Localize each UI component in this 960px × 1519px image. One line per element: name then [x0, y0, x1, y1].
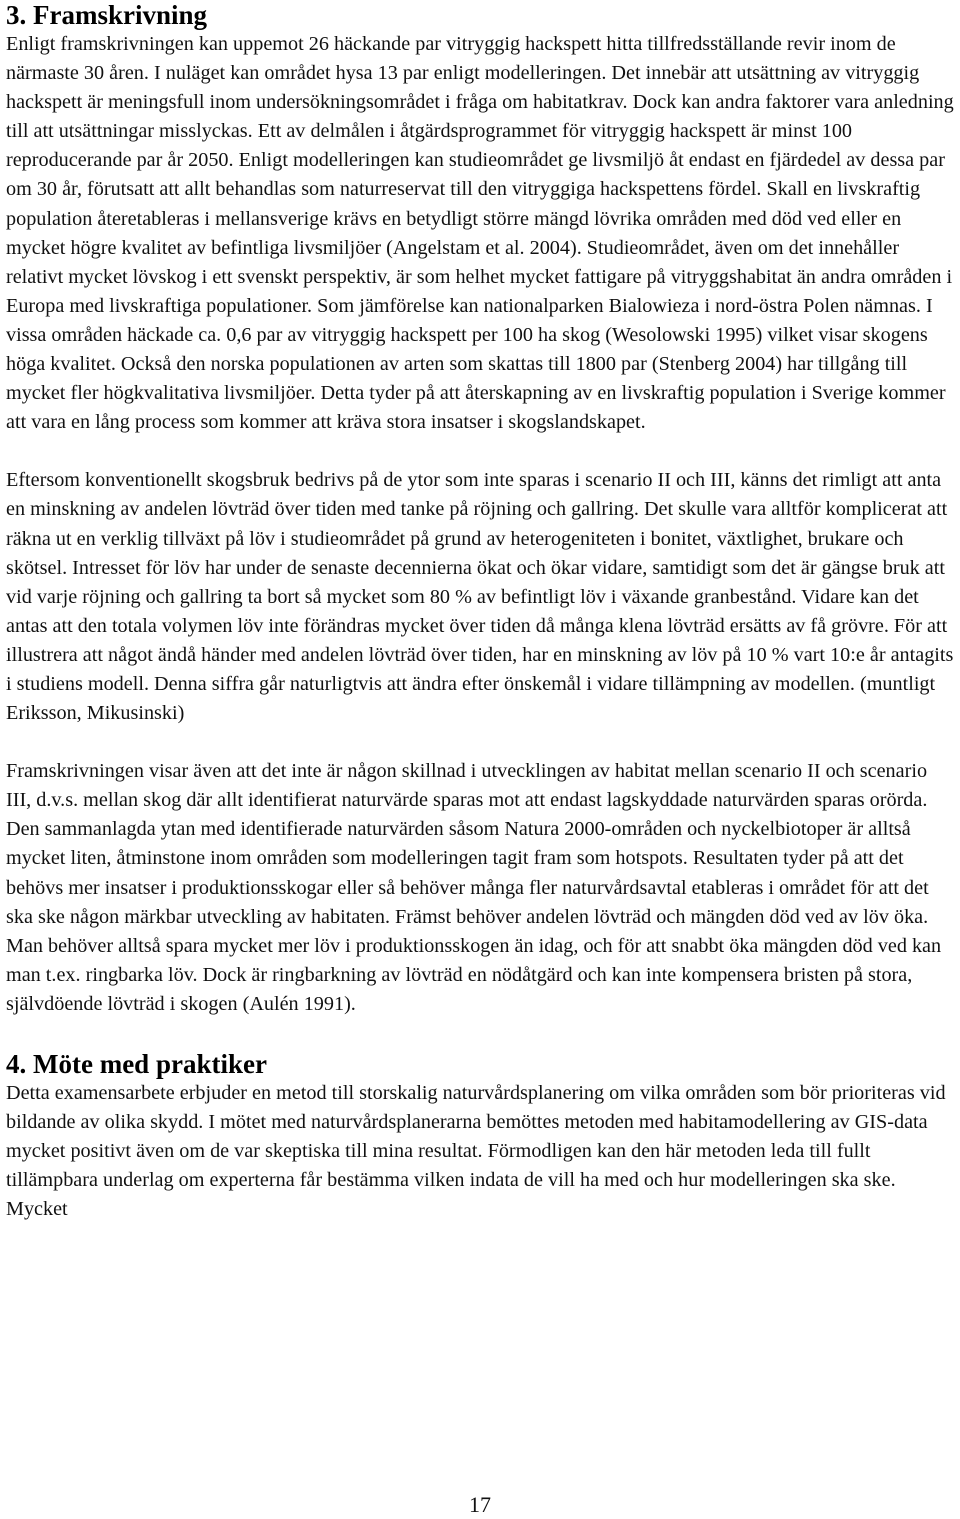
section-heading: 4. Möte med praktiker [6, 1049, 267, 1079]
section-heading: 3. Framskrivning [6, 0, 208, 30]
page-number: 17 [469, 1492, 491, 1517]
body-paragraph: Eftersom konventionellt skogsbruk bedrivs på de ytor som inte sparas i scenario II och III, känns det rimligt att anta en minskning av andelen lövträd över tiden med tanke på röjning och gallring. Det skulle vara alltför komplicerat att räkna ut en verklig tillväxt på löv i studieområdet på grund av heterogeniteten i bonitet, växtlighet, brukare och skötsel. Intresset för löv har under de senaste decennierna ökat och ökar vidare, samtidigt som det är gängse bruk att vid varje röjning och gallring ta bort så mycket som 80 % av befintligt löv i växande granbestånd. Vidare kan det antas att den totala volymen löv inte förändras mycket över tiden då många klena lövträd ersätts av få grövre. För att illustrera att något ändå händer med andelen lövträd över tiden, har en minskning av löv på 10 % vart 10:e år antagits i studiens modell. Denna siffra går naturligtvis att ändra efter önskemål i vidare tillämpning av modellen. (muntligt Eriksson, Mikusinski) [6, 469, 954, 725]
body-paragraph: Detta examensarbete erbjuder en metod till storskalig naturvårdsplanering om vilka områden som bör prioriteras vid bildande av olika skydd. I mötet med naturvårdsplanerarna bemöttes metoden med habitamodellering av GIS-data mycket positivt även om de var skeptiska till mina resultat. Förmodligen kan den här metoden leda till fullt tillämpbara underlag om experterna får bestämma vilken indata de vill ha med och hur modelleringen ska ske. Mycket [6, 1082, 946, 1221]
body-paragraph: Framskrivningen visar även att det inte är någon skillnad i utvecklingen av habitat mellan scenario II och scenario III, d.v.s. mellan skog där allt identifierat naturvärde sparas mot att endast lagskyddade naturvärden sparas orörda. Den sammanlagda ytan med identifierade naturvärden såsom Natura 2000-områden och nyckelbiotoper är alltså mycket liten, åtminstone inom områden som modelleringen tagit fram som hotspots. Resultaten tyder på att det behövs mer insatser i produktionsskogar eller så behöver många fler naturvårdsavtal etableras i området för att det ska ske någon märkbar utveckling av habitaten. Främst behöver andelen lövträd och mängden död ved av löv öka. Man behöver alltså spara mycket mer löv i produktionsskogen än idag, och för att snabbt öka mängden död ved kan man t.ex. ringbarka löv. Dock är ringbarkning av lövträd en nödåtgärd och kan inte kompensera bristen på stora, självdöende lövträd i skogen (Aulén 1991). [6, 760, 942, 1015]
body-paragraph: Enligt framskrivningen kan uppemot 26 häckande par vitryggig hackspett hitta tillfredsställande revir inom de närmaste 30 åren. I nuläget kan området hysa 13 par enligt modelleringen. Det innebär att utsättning av vitryggig hackspett är meningsfull inom undersökningsområdet i fråga om habitatkrav. Dock kan andra faktorer vara anledning till att utsättningar misslyckas. Ett av delmålen i åtgärdsprogrammet för vitryggig hackspett är minst 100 reproducerande par år 2050. Enligt modelleringen kan studieområdet ge livsmiljö åt endast en fjärdedel av dessa par om 30 år, förutsatt att allt behandlas som naturreservat till den vitryggiga hackspettens fördel. Skall en livskraftig population återetableras i mellansverige krävs en betydligt större mängd lövrika områden med död ved eller en mycket högre kvalitet av befintliga livsmiljöer (Angelstam et al. 2004). Studieområdet, även om det innehåller relativt mycket lövskog i ett svenskt perspektiv, är som helhet mycket fattigare på vitryggshabitat än andra områden i Europa med livskraftiga populationer. Som jämförelse kan nationalparken Bialowieza i nord-östra Polen nämnas. I vissa områden häckade ca. 0,6 par av vitryggig hackspett per 100 ha skog (Wesolowski 1995) vilket visar skogens höga kvalitet. Också den norska populationen av arten som skattas till 1800 par (Stenberg 2004) har tillgång till mycket fler högkvalitativa livsmiljöer. Detta tyder på att återskapning av en livskraftig population i Sverige kommer att vara en lång process som kommer att kräva stora insatser i skogslandskapet. [6, 33, 954, 434]
document-page [6, 0, 956, 1224]
